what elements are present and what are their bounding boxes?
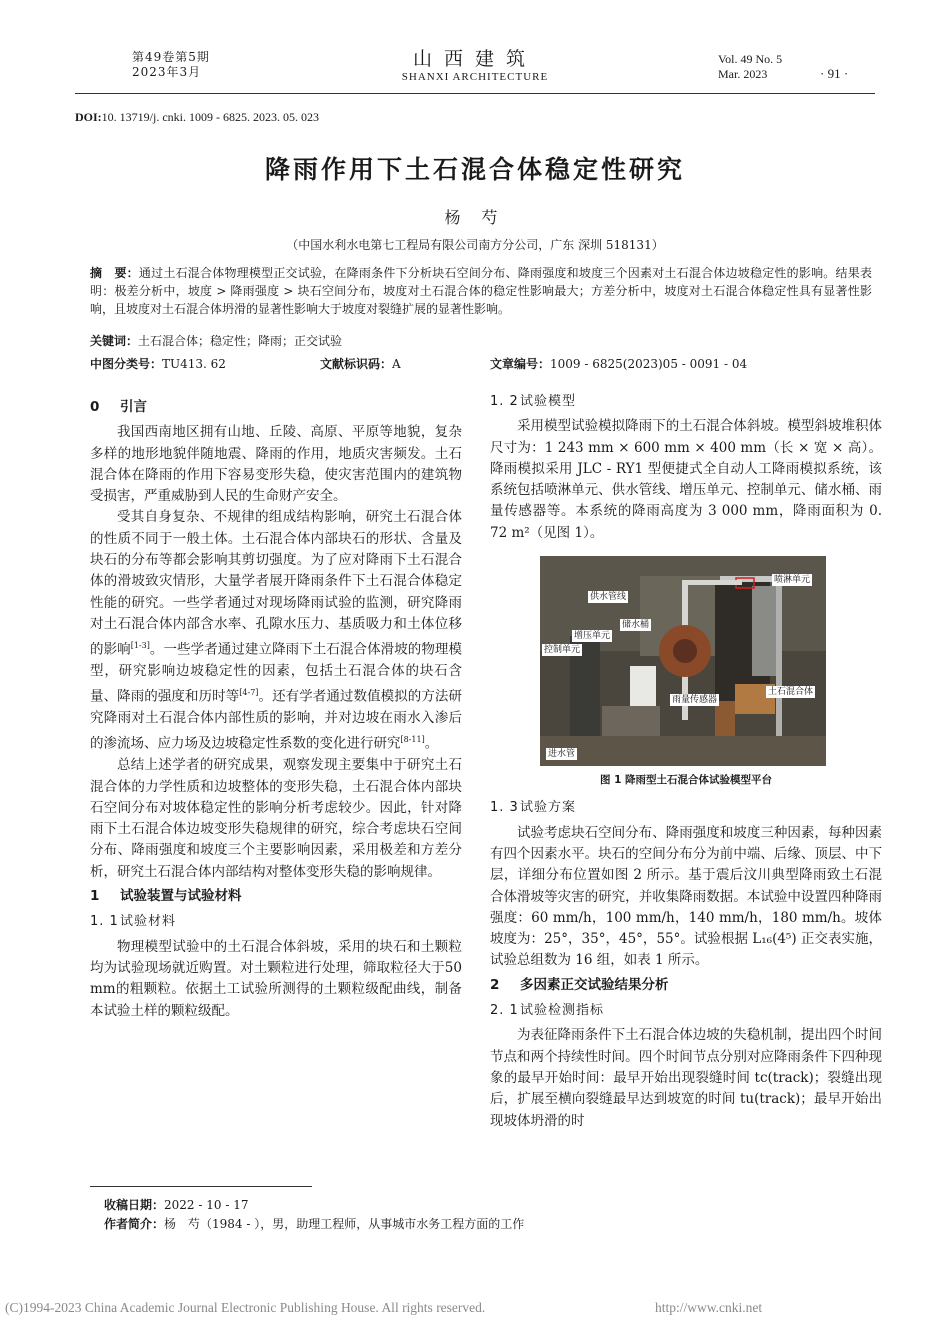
clc-number xyxy=(90,355,226,372)
paragraph-text: 。一些学者通过建立降雨下土石混合体滑坡的物理模型，研究影响边坡稳定性的因素，包括土石混合体的块石含量、降雨的强度和历时等 xyxy=(90,641,463,705)
received-label: 收稿日期： xyxy=(104,1198,165,1212)
received-date xyxy=(104,1196,248,1213)
header-volume-en: Vol. 49 No. 5 xyxy=(718,52,783,66)
figure-label-spray: 喷淋单元 xyxy=(774,575,811,586)
header-divider xyxy=(75,93,875,94)
section-heading-2 xyxy=(490,975,882,996)
subsection-heading-2-1 xyxy=(490,1000,882,1021)
article-number-label: 文章编号： xyxy=(490,357,551,371)
citation: [8-11] xyxy=(400,735,425,745)
article-number-value: 1009 - 6825(2023)05 - 0091 - 04 xyxy=(550,357,748,371)
author-bio-text: 杨 芍（1984 - ），男，助理工程师，从事城市水务工程方面的工作 xyxy=(164,1217,525,1231)
header-volume-info-en xyxy=(718,52,782,82)
figure-label-control: 控制单元 xyxy=(544,645,581,656)
paper-author: 杨 芍 xyxy=(444,208,506,227)
clc-value: TU413. 62 xyxy=(162,357,226,371)
figure-label-booster: 增压单元 xyxy=(574,631,611,642)
copyright-notice: (C)1994-2023 China Academic Journal Electronic Publishing House. All rights reserved. xyxy=(5,1300,486,1315)
page-number: · 91 · xyxy=(820,66,849,81)
paragraph-model: 采用模型试验模拟降雨下的土石混合体斜坡。模型斜坡堆积体尺寸为：1 243 mm × 600 mm × 400 mm（长 × 宽 × 高）。降雨模拟采用 JLC - RY1 型便捷式全自动人工降雨模拟系统，该系统包括喷淋单元、供水管线、增压单元、控制单元、储水桶、雨量传感器等。本系统的降雨高度为 3 000 mm，降雨面积为 0. 72 m²（见图 1）。 xyxy=(490,418,882,541)
article-number xyxy=(490,355,747,372)
doi-value: 10. 13719/j. cnki. 1009 - 6825. 2023. 05. 023 xyxy=(101,110,319,124)
header-volume: 第49卷第5期 xyxy=(132,50,210,64)
doi-label: DOI: xyxy=(75,110,102,124)
abstract-text: 通过土石混合体物理模型正交试验，在降雨条件下分析块石空间分布、降雨强度和坡度三个因素对土石混合体边坡稳定性的影响。结果表明：极差分析中，坡度 > 降雨强度 > 块石空间分布，坡度对土石混合体的稳定性影响最大；方差分析中，坡度对土石混合体稳定性具有显著性影响，且坡度对土石混合体坍滑的显著性影响大于坡度对裂缝扩展的显著性影响。 xyxy=(90,266,872,316)
journal-masthead xyxy=(370,48,580,84)
subsection-heading-1-1 xyxy=(90,911,462,932)
author-affiliation: （中国水利水电第七工程局有限公司南方分公司，广东 深圳 518131） xyxy=(286,238,664,252)
right-column xyxy=(490,388,882,1132)
section-title: 试验装置与试验材料 xyxy=(120,888,242,905)
header-volume-info xyxy=(132,50,210,80)
citation: [1-3] xyxy=(130,641,150,651)
subsection-title: 试验材料 xyxy=(120,914,177,930)
section-number: 0 xyxy=(90,399,100,415)
subsection-number: 1. 2 xyxy=(490,394,519,409)
subsection-title: 试验模型 xyxy=(520,394,577,409)
received-value: 2022 - 10 - 17 xyxy=(164,1198,249,1212)
header-date: 2023年3月 xyxy=(132,65,202,79)
copyright-link[interactable]: http://www.cnki.net xyxy=(655,1300,763,1315)
paragraph-text: 受其自身复杂、不规律的组成结构影响，研究土石混合体的性质不同于一般土体。土石混合体内部块石的形状、含量及块石的分布等都会影响其剪切强度。为了应对降雨下土石混合体的滑坡致灾情形，大量学者展开降雨条件下土石混合体稳定性能的研究。一些学者通过对现场降雨试验的监测，研究降雨对土石混合体内部含水率、孔隙水压力、基质吸力和土体位移的影响 xyxy=(90,509,462,658)
section-title: 多因素正交试验结果分析 xyxy=(520,976,669,993)
figure-label-supply: 供水管线 xyxy=(590,592,627,603)
document-code-value: A xyxy=(392,357,401,371)
paragraph-text: 。还有学者通过数值模拟的方法研究降雨对土石混合体内部性质的影响，并对边坡在雨水入渗后的渗流场、应力场及边坡稳定性系数的变化进行研究 xyxy=(90,688,463,752)
test-platform-photo xyxy=(540,556,826,766)
paragraph-intro-2 xyxy=(90,507,462,755)
subsection-heading-1-3 xyxy=(490,797,882,818)
paragraph-text: 。 xyxy=(424,735,439,752)
figure-label-inlet: 进水管 xyxy=(548,749,576,760)
paragraph-intro-1: 我国西南地区拥有山地、丘陵、高原、平原等地貌，复杂多样的地形地貌伴随地震、降雨的作用，地质灾害频发。土石混合体在降雨的作用下容易变形失稳，使灾害范围内的建筑物受损害，严重威胁到人民的生命财产安全。 xyxy=(90,424,462,505)
paragraph-materials: 物理模型试验中的土石混合体斜坡，采用的块石和土颗粒均为试验现场就近购置。对土颗粒进行处理，筛取粒径大于50 mm的粗颗粒。依据土工试验所测得的土颗粒级配曲线，制备本试验土样的颗粒级配。 xyxy=(90,938,462,1019)
figure-label-sensor: 雨量传感器 xyxy=(672,695,718,706)
subsection-number: 1. 1 xyxy=(90,914,119,930)
paragraph-indicators: 为表征降雨条件下土石混合体边坡的失稳机制，提出四个时间节点和两个持续性时间。四个时间节点分别对应降雨条件下四种现象的最早开始时间：最早开始出现裂缝时间 tc(track)；裂缝出现后，扩展至横向裂缝最早达到坡宽的时间 tu(track)；最早开始出现坡体坍滑的时 xyxy=(490,1027,882,1129)
subsection-heading-1-2 xyxy=(490,391,882,412)
section-heading-introduction xyxy=(90,397,462,418)
document-code xyxy=(320,355,401,372)
section-heading-1 xyxy=(90,886,462,907)
left-column xyxy=(90,394,462,1022)
header-date-en: Mar. 2023 xyxy=(718,67,768,81)
journal-name-en: SHANXI ARCHITECTURE xyxy=(401,71,549,83)
keywords xyxy=(90,332,342,349)
abstract xyxy=(90,264,872,318)
figure-1-caption: 图 1 降雨型土石混合体试验模型平台 xyxy=(599,774,773,787)
subsection-number: 1. 3 xyxy=(490,800,519,816)
author-bio xyxy=(104,1215,524,1232)
document-code-label: 文献标识码： xyxy=(320,357,393,371)
keywords-text: 土石混合体；稳定性；降雨；正交试验 xyxy=(138,334,343,348)
doi xyxy=(75,110,319,125)
figure-1-photo xyxy=(540,556,826,766)
section-title: 引言 xyxy=(120,399,147,415)
section-number: 2 xyxy=(490,976,500,993)
figure-label-tank: 储水桶 xyxy=(622,620,650,631)
citation: [4-7] xyxy=(239,688,259,698)
keywords-label: 关键词： xyxy=(90,334,139,348)
footnote-divider xyxy=(90,1186,312,1187)
paper-title: 降雨作用下土石混合体稳定性研究 xyxy=(264,155,685,184)
clc-label: 中图分类号： xyxy=(90,357,163,371)
paragraph-plan: 试验考虑块石空间分布、降雨强度和坡度三种因素，每种因素有四个因素水平。块石的空间分布分为前中端、后缘、顶层、中下层，详细分布位置如图 2 所示。基于震后汶川典型降雨致土石混合体滑坡等灾害的研究，并收集降雨数据。本试验中设置四种降雨强度：60 mm/h，100 mm/h，140 mm/h，180 mm/h。坡体坡度为：25°，35°，45°，55°。试验根据 L₁₆(4⁵) 正交表实施，试验总组数为 16 组，如表 1 所示。 xyxy=(490,824,882,969)
subsection-title: 试验检测指标 xyxy=(520,1003,605,1019)
journal-name-cn: 山西建筑 xyxy=(412,48,537,70)
section-number: 1 xyxy=(90,888,100,905)
abstract-label: 摘 要： xyxy=(90,266,139,280)
author-bio-label: 作者简介： xyxy=(104,1217,165,1231)
subsection-title: 试验方案 xyxy=(520,800,577,816)
subsection-number: 2. 1 xyxy=(490,1003,519,1019)
paragraph-intro-3: 总结上述学者的研究成果，观察发现主要集中于研究土石混合体的力学性质和边坡整体的变形失稳，土石混合体内部块石空间分布对坡体稳定性的影响分析考虑较少。因此，针对降雨下土石混合体边坡变形失稳规律的研究，综合考虑块石空间分布、降雨强度和坡度三个主要影响因素，采用极差和方差分析，研究土石混合体内部结构对整体变形失稳的影响规律。 xyxy=(90,757,462,880)
figure-label-soil: 土石混合体 xyxy=(768,687,814,698)
